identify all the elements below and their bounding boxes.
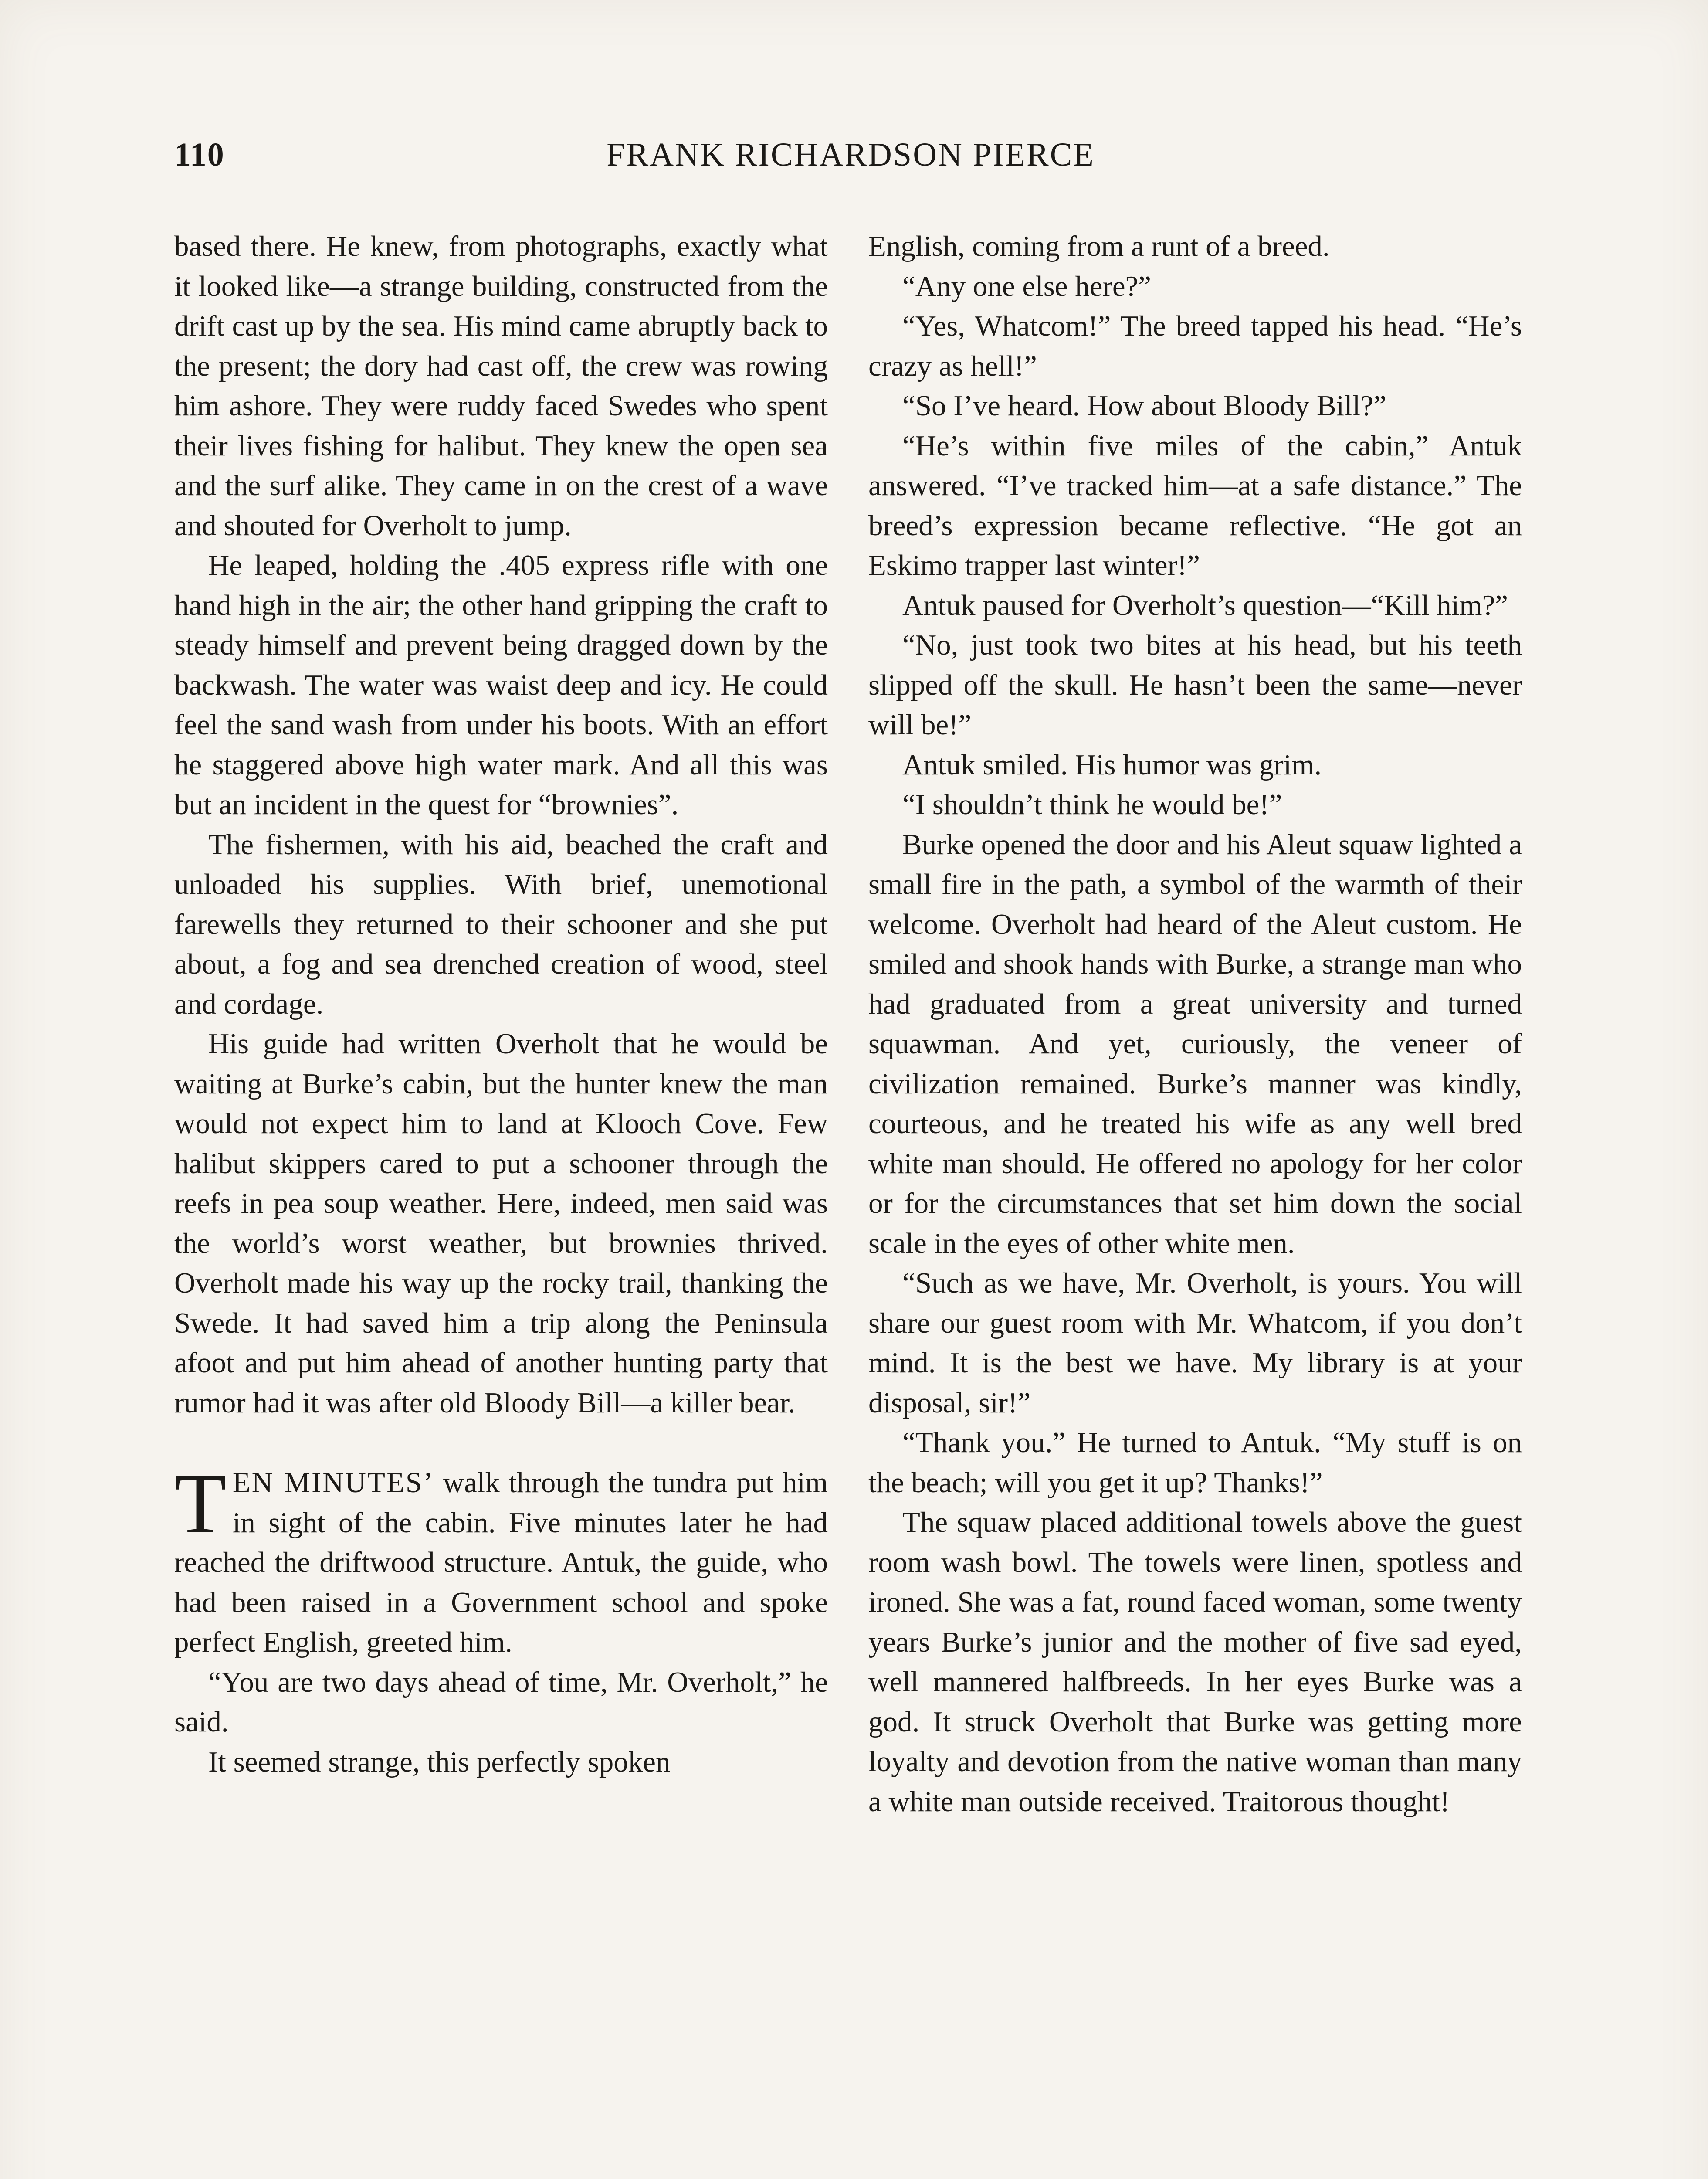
- section-opening-paragraph: [174, 1456, 828, 1663]
- running-head: FRANK RICHARDSON PIERCE: [607, 136, 1095, 173]
- paragraph: Antuk paused for Overholt’s question—“Kill him?”: [902, 589, 1508, 621]
- section-lead-in: EN MINUTES’: [232, 1466, 434, 1499]
- paragraph: “He’s within five miles of the cabin,” Antuk answered. “I’ve tracked him—at a safe distance.” The breed’s expression became reflective. “He got an Eskimo trapper last winter!”: [868, 429, 1522, 581]
- paragraph: based there. He knew, from photographs, exactly what it looked like—a strange building, constructed from the drift cast up by the sea. His mind came abruptly back to the present; the dory had cast off, the crew was rowing him ashore. They were ruddy faced Swedes who spent their lives fishing for halibut. They knew the open sea and the surf alike. They came in on the crest of a wave and shouted for Overholt to jump.: [174, 230, 828, 542]
- paragraph: The fishermen, with his aid, beached the craft and unloaded his supplies. With brief, unemotional farewells they returned to their schooner and she put about, a fog and sea drenched creation of wood, steel and cordage.: [174, 828, 828, 1020]
- paragraph: “So I’ve heard. How about Bloody Bill?”: [902, 390, 1386, 422]
- paragraph: “Such as we have, Mr. Overholt, is yours. You will share our guest room with Mr. Whatcom, if you don’t mind. It is the best we have. My library is at your disposal, sir!”: [868, 1267, 1522, 1419]
- paragraph: “Yes, Whatcom!” The breed tapped his head. “He’s crazy as hell!”: [868, 310, 1522, 382]
- paragraph: “Any one else here?”: [902, 270, 1152, 302]
- page-number: 110: [174, 136, 225, 173]
- paragraph: Burke opened the door and his Aleut squaw lighted a small fire in the path, a symbol of the warmth of their welcome. Overholt had heard of the Aleut custom. He smiled and shook hands with Burke, a strange man who had graduated from a great university and turned squawman. And yet, curiously, the veneer of civilization remained. Burke’s manner was kindly, courteous, and he treated his wife as any well bred white man should. He offered no apology for her color or for the circumstances that set him down the social scale in the eyes of other white men.: [868, 828, 1522, 1259]
- paragraph: “I shouldn’t think he would be!”: [902, 788, 1282, 821]
- paragraph: Antuk smiled. His humor was grim.: [902, 748, 1322, 781]
- paragraph: “Thank you.” He turned to Antuk. “My stuff is on the beach; will you get it up? Thanks!”: [868, 1426, 1522, 1499]
- section-text: walk through the tundra put him in sight of the cabin. Five minutes later he had reached the driftwood structure. Antuk, the guide, who had been raised in a Government school and spoke perfect English, greeted him.: [174, 1466, 828, 1658]
- paragraph: He leaped, holding the .405 express rifle with one hand high in the air; the other hand gripping the craft to steady himself and prevent being dragged down by the backwash. The water was waist deep and icy. He could feel the sand wash from under his boots. With an effort he staggered above high water mark. And all this was but an incident in the quest for “brownies”.: [174, 549, 828, 821]
- left-column: [174, 227, 828, 1782]
- paragraph: “No, just took two bites at his head, but his teeth slipped off the skull. He hasn’t been the same—never will be!”: [868, 629, 1522, 741]
- drop-cap: T: [174, 1456, 227, 1551]
- paragraph: English, coming from a runt of a breed.: [868, 230, 1330, 262]
- paragraph: “You are two days ahead of time, Mr. Overholt,” he said.: [174, 1666, 828, 1738]
- right-column: [868, 227, 1522, 1822]
- paragraph: His guide had written Overholt that he would be waiting at Burke’s cabin, but the hunter knew the man would not expect him to land at Klooch Cove. Few halibut skippers cared to put a schooner through the reefs in pea soup weather. Here, indeed, men said was the world’s worst weather, but brownies thrived. Overholt made his way up the rocky trail, thanking the Swede. It had saved him a trip along the Peninsula afoot and put him ahead of another hunting party that rumor had it was after old Bloody Bill—a killer bear.: [174, 1028, 828, 1419]
- paragraph: The squaw placed additional towels above the guest room wash bowl. The towels were linen, spotless and ironed. She was a fat, round faced woman, some twenty years Burke’s junior and the mother of five sad eyed, well mannered halfbreeds. In her eyes Burke was a god. It struck Overholt that Burke was getting more loyalty and devotion from the native woman than many a white man outside received. Traitorous thought!: [868, 1506, 1522, 1818]
- paragraph: It seemed strange, this perfectly spoken: [208, 1745, 671, 1778]
- page-header: [174, 136, 1527, 193]
